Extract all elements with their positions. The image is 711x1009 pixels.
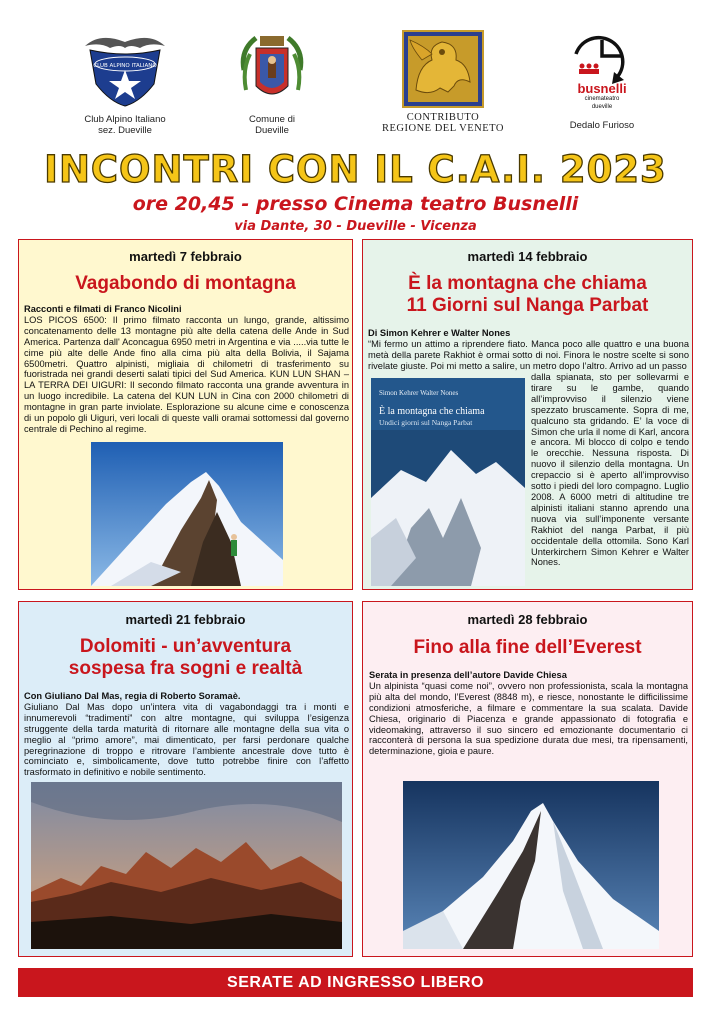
- event-title-line2: 11 Giorni sul Nanga Parbat: [406, 295, 649, 316]
- event-card-1: [18, 239, 353, 590]
- regione-caption-line1: CONTRIBUTO: [406, 112, 480, 123]
- busnelli-brand: busnelli: [577, 81, 627, 96]
- dolomites-sunset-photo: [31, 782, 342, 949]
- event-card-3: [18, 601, 353, 957]
- event-description: [369, 670, 688, 757]
- busnelli-logo: [552, 32, 652, 131]
- free-entry-banner: SERATE AD INGRESSO LIBERO: [18, 968, 693, 997]
- venue-address: via Dante, 30 - Dueville - Vicenza: [234, 219, 477, 234]
- book-title: È la montagna che chiama: [379, 406, 485, 417]
- event-title: Fino alla fine dell’Everest: [413, 637, 642, 658]
- book-authors: Simon Kehrer Walter Nones: [379, 389, 459, 397]
- event-description: [24, 691, 349, 778]
- event-lead: Serata in presenza dell’autore Davide Chiesa: [369, 670, 567, 680]
- mountain-ridge-photo: [91, 442, 283, 586]
- event-time-venue: ore 20,45 - presso Cinema teatro Busnelli: [132, 193, 579, 215]
- cai-badge-text: CLUB ALPINO ITALIANO: [93, 63, 157, 69]
- dedalo-caption: Dedalo Furioso: [569, 120, 635, 131]
- event-title-line1: È la montagna che chiama: [408, 273, 647, 294]
- cai-caption-line2: sez. Dueville: [98, 125, 152, 136]
- comune-caption-line1: Comune di: [249, 114, 295, 125]
- event-lead: Di Simon Kehrer e Walter Nones: [368, 328, 511, 338]
- event-date: martedì 21 febbraio: [125, 612, 246, 627]
- event-description: [24, 304, 349, 435]
- event-date: martedì 28 febbraio: [467, 612, 588, 627]
- event-card-2: [362, 239, 693, 590]
- busnelli-tagline: cinemateatro: [584, 96, 620, 102]
- regione-caption-line2: REGIONE DEL VENETO: [382, 123, 504, 134]
- event-text-continued: dalla spianata, sto per sollevarmi e tirare su le gambe, quando all’improvviso il silenzio viene spezzato bruscamente. Sopra di me, qualcuno sta gridando. E’ la voce di Simon che urla il nome di Karl, ancora e ancora. Mi blocco di colpo e tendo le orecchie. Nessuna risposta. Di nuovo il silenzio della montagna. Un crepaccio si è aperto all’improvviso sotto i piedi del loro compagno. Luglio 2008. A 6000 metri di altitudine tre alpinisti italiani stanno aprendo una nuova via sull’imponente versante Rakhiot del nanga Parbat, il più occidentale della ottomila. Sono Karl Unterkirchern Simon Kehrer e Walter Nones.: [531, 372, 689, 568]
- event-date: martedì 7 febbraio: [129, 249, 242, 264]
- everest-summit-photo: [403, 781, 659, 949]
- event-text: Giuliano Dal Mas dopo un’intera vita di vagabondaggi tra i monti e innumerevoli “tradimenti” con altre montagne, qui sviluppa l’esigenza struggente della tarda maturità di ritornare alle montagne della sua vita o meglio al “primo amore”, mai dimenticato, per farsi perdonare qualche peregrinazione di troppo e ritrovare l’ambiente ancestrale dove tutto è cominciato e, simbolicamente, dove tutto potrebbe finire con l’affetto trasformato in definitivo e nobile sentimento.: [24, 701, 349, 778]
- book-cover: [371, 378, 525, 586]
- main-title: INCONTRI CON IL C.A.I. 2023: [44, 148, 667, 191]
- event-text: LOS PICOS 6500: Il primo filmato racconta un lungo, grande, altissimo concatenamento delle 13 montagne più alte della catena delle Ande in Sud America. Partenza dall' Aconcagua 6950 metri in Argentina e via .....via tutte le cime più alte delle Ande fino alla cima più alta della Bolivia, il Sajama 6500metri. Quattro alpinisti, migliaia di chilometri di trasferimento su fuoristrada nei grandi deserti salati tipici del Sud America. KUN LUN SHAN – LA TERRA DEI UIGURI: Il secondo filmato racconta una grande avventura in un luogo incredibile. La catena del KUN LUN in Cina con 2000 chilometri di montagne in gran parte inviolate. Esplorazione su alcune cime e conoscenza di un popolo gli Uiguri, veri locali di queste valli oramai sottomessi dal governo centrale di Pechino al regime.: [24, 314, 349, 434]
- comune-logo: [222, 30, 322, 136]
- comune-caption-line2: Dueville: [255, 125, 289, 136]
- event-lead: Con Giuliano Dal Mas, regia di Roberto Soramaè.: [24, 691, 241, 701]
- event-lead: Racconti e filmati di Franco Nicolini: [24, 304, 182, 314]
- event-title-line2: sospesa fra sogni e realtà: [68, 658, 303, 679]
- cai-logo: [60, 28, 190, 136]
- event-card-4: [362, 601, 693, 957]
- busnelli-tagline-town: dueville: [591, 104, 613, 110]
- cai-emblem-icon: [80, 28, 170, 108]
- cai-caption-line1: Club Alpino Italiano: [84, 114, 166, 125]
- regione-logo: [378, 30, 508, 134]
- lion-of-saint-mark-icon: [402, 30, 484, 108]
- coat-of-arms-icon: [232, 30, 312, 110]
- event-title: Vagabondo di montagna: [75, 273, 296, 294]
- event-text: “Mi fermo un attimo a riprendere fiato. Manca poco alle quattro e una buona metà della parete Rakhiot è ormai sotto di noi. Finora le nostre scelte si sono rivelate giuste. Poi mi metto a salire, un metro dopo l’altro. Arrivo ad un passo: [368, 338, 689, 371]
- event-date: martedì 14 febbraio: [467, 249, 588, 264]
- event-title-line1: Dolomiti - un’avventura: [79, 636, 292, 657]
- book-subtitle: Undici giorni sul Nanga Parbat: [379, 418, 473, 427]
- event-text: Un alpinista “quasi come noi”, ovvero non professionista, scala la montagna più alta del mondo, l’Everest (8848 m), e riesce, nonostante le difficilissime condizioni atmosferiche, a filmare e commentare la sua scalata. Davide Chiesa, originario di Piacenza e grande appassionato di fotografia e videomaking, attraverso il suo sincero ed emozionante documentario ci racconterà di persona la sua spedizione durata due mesi, tra ripensamenti, determinazione, gioia e paure.: [369, 680, 688, 757]
- logo-row: [0, 28, 711, 143]
- event-description: [368, 328, 689, 372]
